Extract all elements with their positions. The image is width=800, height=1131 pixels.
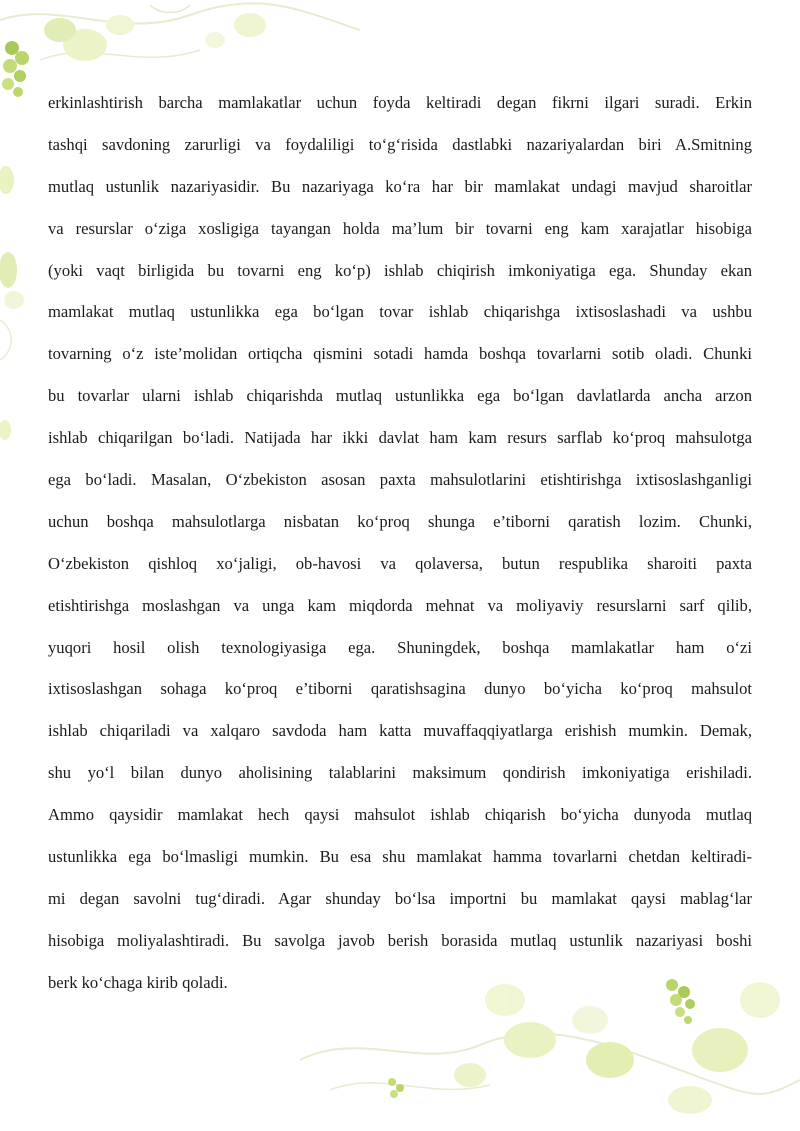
text-line: hisobiga moliyalashtiradi. Bu savolga javob berish borasida mutlaq ustunlik nazariyasi boshi xyxy=(48,930,752,950)
text-line: (yoki vaqt birligida bu tovarni eng ko‘p) ishlab chiqirish imkoniyatiga ega. Shunday ekan xyxy=(48,260,752,280)
left-vine-decoration xyxy=(0,166,24,440)
text-line: ega bo‘ladi. Masalan, O‘zbekiston asosan paxta mahsulotlarini etishtirishga ixtisoslashganligi xyxy=(48,470,752,490)
text-line: mamlakat mutlaq ustunlikka ega bo‘lgan tovar ishlab chiqarishga ixtisoslashadi va ushbu xyxy=(48,302,752,322)
grape-cluster-top-left xyxy=(2,41,29,97)
text-line: yuqori hosil olish texnologiyasiga ega. Shuningdek, boshqa mamlakatlar ham o‘zi xyxy=(48,637,752,657)
grape-cluster-bottom-left xyxy=(388,1078,404,1098)
text-line: tovarning o‘z iste’molidan ortiqcha qismini sotadi hamda boshqa tovarlarni sotib oladi. Chunki xyxy=(48,344,752,364)
body-text xyxy=(48,82,752,1004)
text-line: ixtisoslashgan sohaga ko‘proq e’tiborni qaratishsagina dunyo bo‘yicha ko‘proq mahsulot xyxy=(48,679,752,699)
text-line: mutlaq ustunlik nazariyasidir. Bu nazariyaga ko‘ra har bir mamlakat undagi mavjud sharoitlar xyxy=(48,176,752,196)
text-line: O‘zbekiston qishloq xo‘jaligi, ob-havosi va qolaversa, butun respublika sharoiti paxta xyxy=(48,553,752,573)
text-line: ishlab chiqarilgan bo‘ladi. Natijada har ikki davlat ham kam resurs sarflab ko‘proq mahsulotga xyxy=(48,428,752,448)
text-line: ishlab chiqariladi va xalqaro savdoda ham katta muvaffaqqiyatlarga erishish mumkin. Demak, xyxy=(48,721,752,741)
text-line: Ammo qaysidir mamlakat hech qaysi mahsulot ishlab chiqarish bo‘yicha dunyoda mutlaq xyxy=(48,805,752,825)
top-vine-decoration xyxy=(0,3,360,61)
text-line: bu tovarlar ularni ishlab chiqarishda mutlaq ustunlikka ega bo‘lgan davlatlarda ancha arzon xyxy=(48,386,752,406)
text-line: uchun boshqa mahsulotlarga nisbatan ko‘proq shunga e’tiborni qaratish lozim. Chunki, xyxy=(48,511,752,531)
text-line: ustunlikka ega bo‘lmasligi mumkin. Bu esa shu mamlakat hamma tovarlarni chetdan keltiradi- xyxy=(48,847,752,867)
text-line: mi degan savolni tug‘diradi. Agar shunday bo‘lsa importni bu mamlakat qaysi mablag‘lar xyxy=(48,888,752,908)
text-line: etishtirishga moslashgan va unga kam miqdorda mehnat va moliyaviy resurslarni sarf qilib, xyxy=(48,595,752,615)
text-line: shu yo‘l bilan dunyo aholisining talablarini maksimum qondirish imkoniyatiga erishiladi. xyxy=(48,763,752,783)
text-line: erkinlashtirish barcha mamlakatlar uchun foyda keltiradi degan fikrni ilgari suradi. Erkin xyxy=(48,93,752,112)
text-line: va resurslar o‘ziga xosligiga tayangan holda ma’lum bir tovarni eng kam xarajatlar hisobiga xyxy=(48,218,752,238)
text-line: tashqi savdoning zarurligi va foydaliligi to‘g‘risida dastlabki nazariyalardan biri A.Smitning xyxy=(48,134,752,154)
text-line: berk ko‘chaga kirib qoladi. xyxy=(48,972,228,992)
